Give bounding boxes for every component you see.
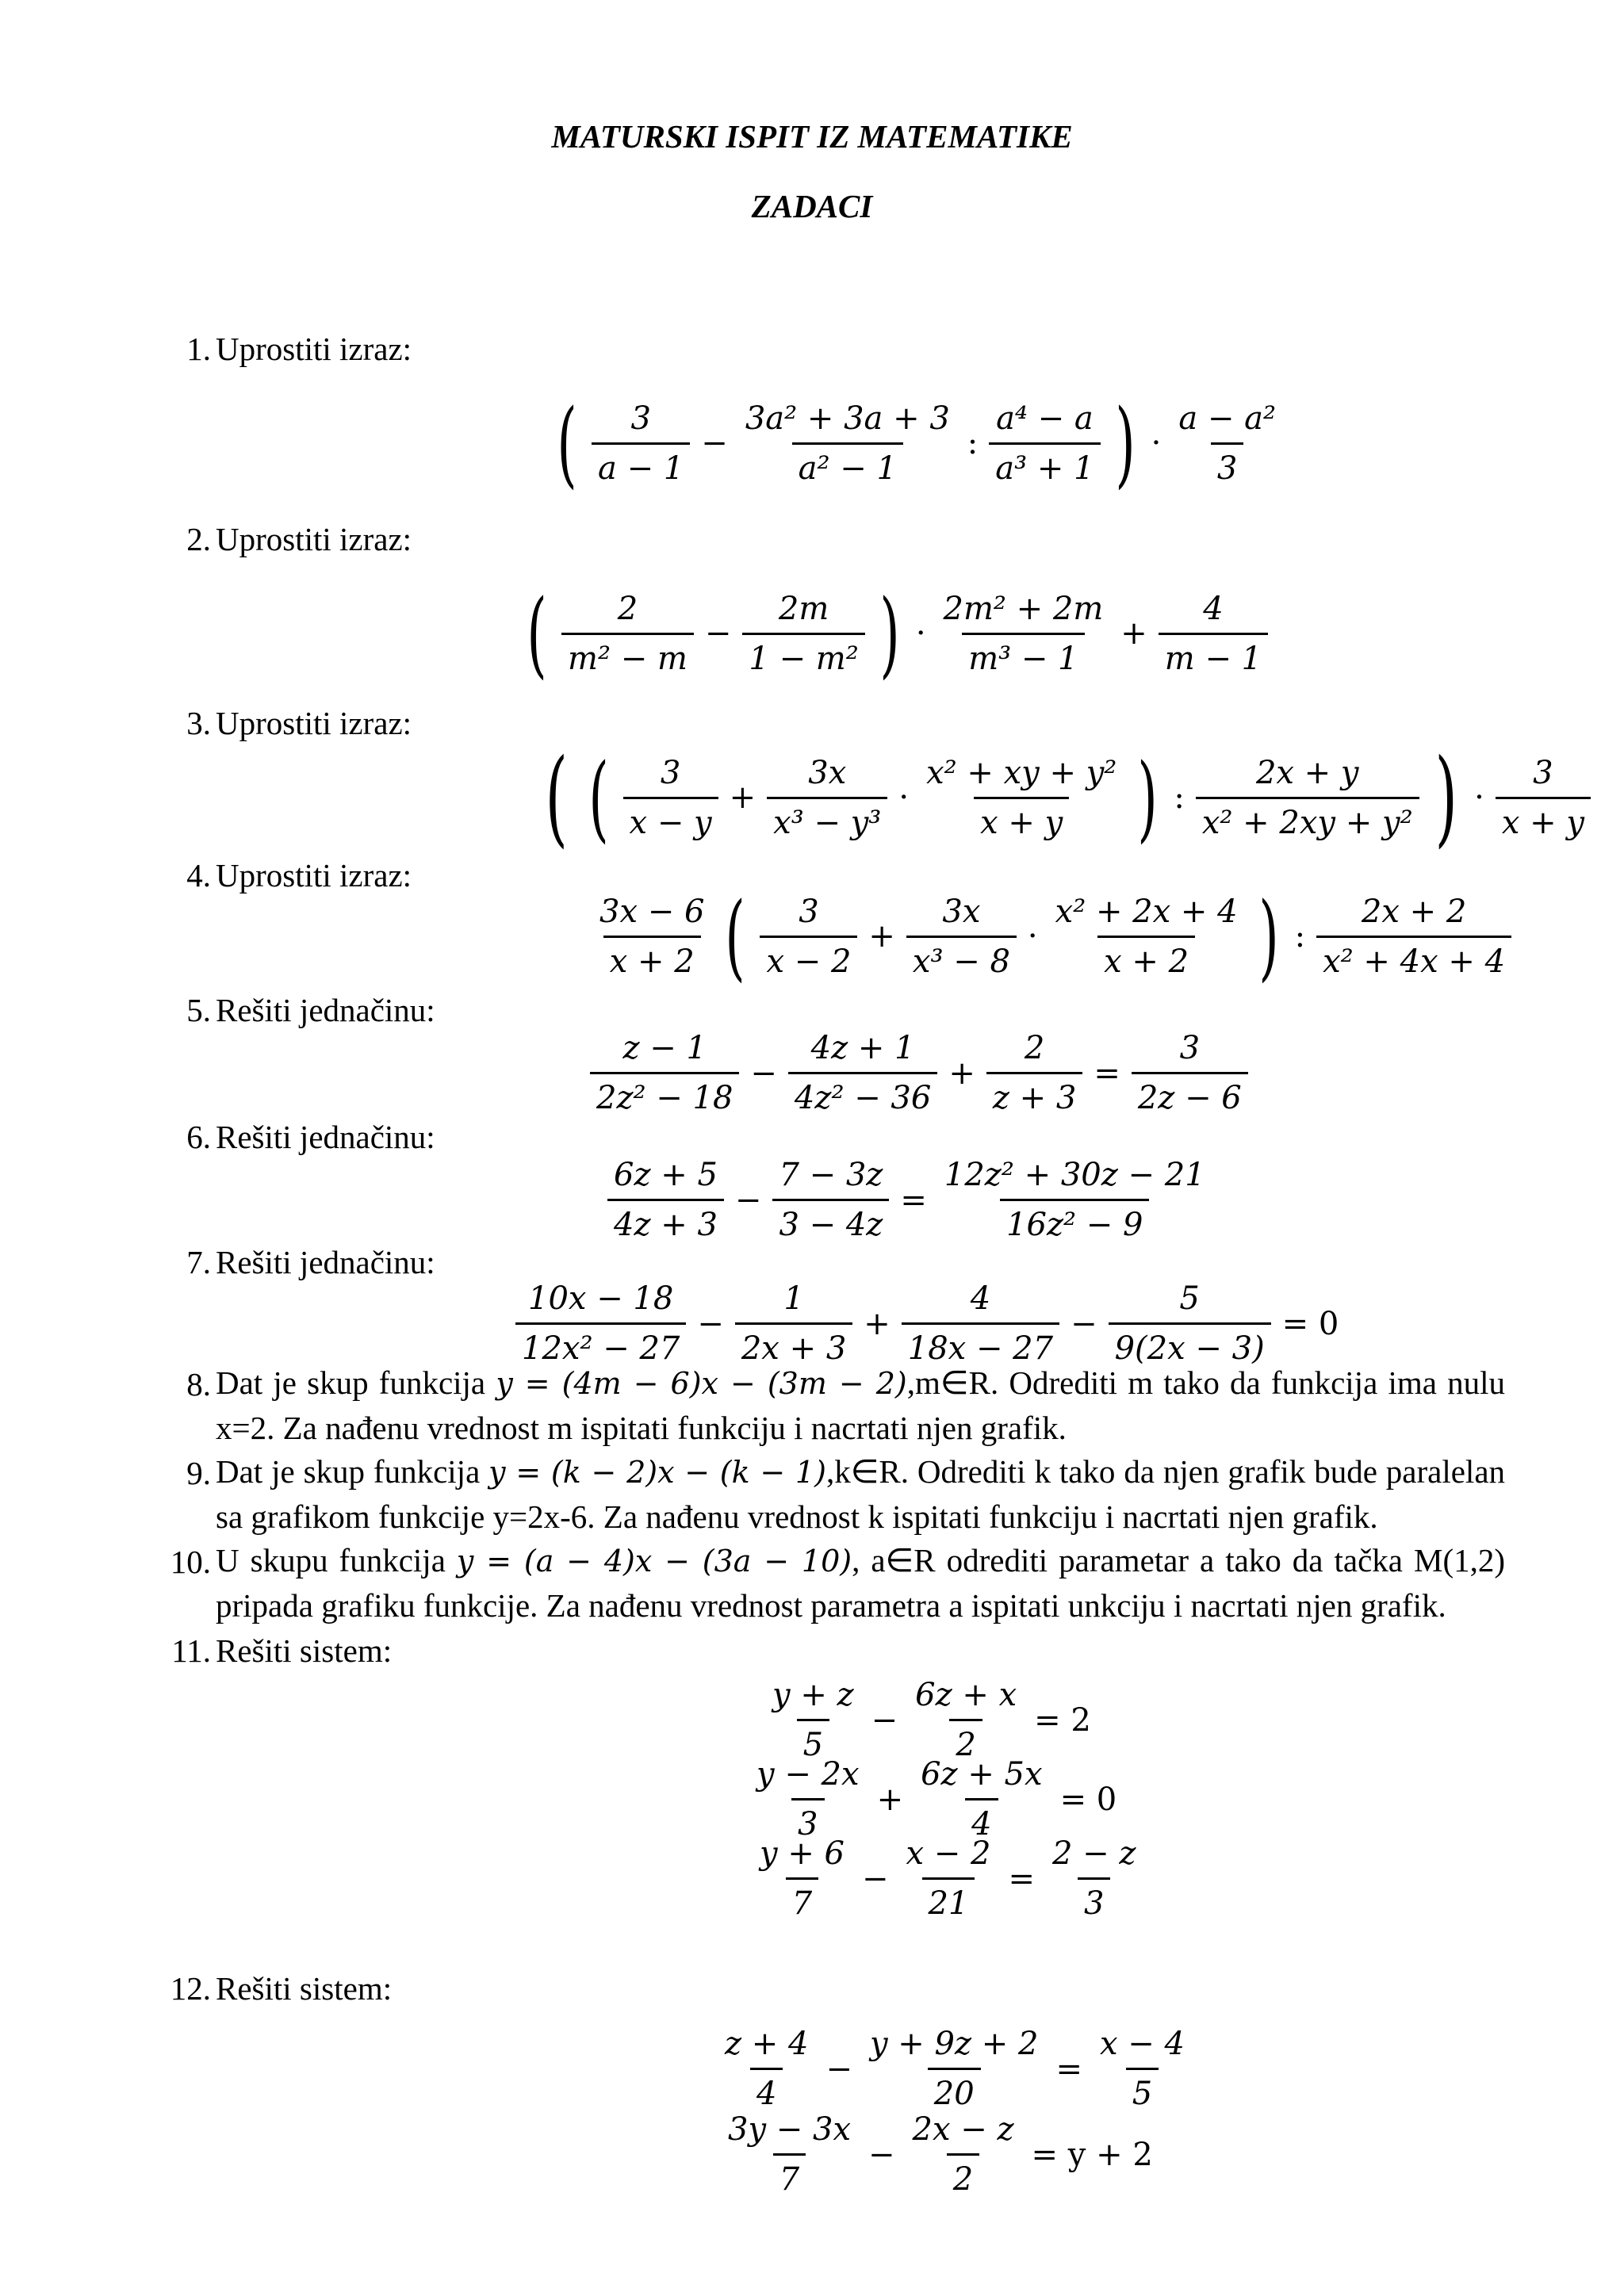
fraction — [739, 398, 956, 489]
numerator: x² + 2x + 4 — [1055, 893, 1238, 930]
denominator: 3 — [1078, 1877, 1110, 1924]
denominator: x² + 4x + 4 — [1316, 936, 1511, 982]
task-number: 5. — [186, 992, 211, 1028]
operator: − — [701, 425, 728, 461]
fraction — [920, 752, 1123, 844]
operator: = — [900, 1181, 927, 1219]
numerator: y + 6 — [760, 1835, 845, 1872]
fraction — [989, 398, 1100, 489]
fraction — [902, 1278, 1059, 1369]
operator: = 0 — [1281, 1305, 1339, 1342]
numerator: 2 — [1024, 1030, 1045, 1066]
numerator: 2 — [617, 590, 638, 627]
fraction — [906, 2109, 1021, 2200]
operator: + — [868, 918, 895, 955]
fraction — [750, 1754, 866, 1845]
task-9-formula: y = (k − 2)x − (k − 1) — [488, 1455, 826, 1490]
denominator: 2z² − 18 — [590, 1072, 739, 1119]
parenthesis: ( — [545, 737, 568, 859]
fraction — [1496, 752, 1591, 844]
denominator: 2x + 3 — [735, 1322, 852, 1369]
denominator: x − y — [623, 797, 718, 844]
numerator: y + z — [772, 1677, 854, 1713]
fraction — [1196, 752, 1419, 844]
numerator: 2m² + 2m — [943, 590, 1104, 627]
numerator: 4z + 1 — [810, 1030, 915, 1066]
fraction — [937, 588, 1110, 679]
task-number: 4. — [186, 857, 211, 894]
operator: − — [871, 1701, 898, 1739]
operator: − — [862, 1860, 889, 1897]
formula-12-eq1 — [714, 2023, 1196, 2114]
numerator: 3y − 3x — [728, 2111, 851, 2148]
document-title: MATURSKI ISPIT IZ MATEMATIKE — [551, 118, 1073, 155]
task-number: 3. — [186, 705, 211, 741]
denominator: a² − 1 — [792, 442, 903, 489]
denominator: 4z + 3 — [607, 1199, 724, 1246]
operator: = — [1055, 2050, 1082, 2087]
fraction — [864, 2023, 1044, 2114]
operator: − — [868, 2136, 895, 2173]
formula-2 — [517, 579, 1273, 688]
denominator: 20 — [928, 2068, 981, 2114]
fraction — [767, 752, 887, 844]
fraction — [986, 1027, 1082, 1119]
denominator: x − 2 — [760, 936, 857, 982]
numerator: 5 — [1179, 1280, 1200, 1317]
fraction — [735, 1278, 852, 1369]
fraction — [607, 1154, 724, 1246]
task-number: 2. — [186, 521, 211, 557]
operator: : — [967, 425, 979, 461]
operator: = 2 — [1034, 1701, 1091, 1739]
denominator: 3 — [1211, 442, 1243, 489]
operator: : — [1174, 779, 1185, 816]
numerator: x − 4 — [1099, 2026, 1185, 2062]
fraction — [1159, 588, 1268, 679]
task-10-text: U skupu funkcija y = (a − 4)x − (3a − 10), a∈R odrediti parametar a tako da tačka M(1,2) pripada grafiku funkcije. Za nađenu vrednost parametra a ispitati unkciju i nacrtati njen grafik. — [216, 1542, 1505, 1624]
numerator: 4 — [1203, 590, 1224, 627]
operator: · — [1151, 425, 1162, 461]
fraction — [742, 588, 864, 679]
denominator: 4 — [965, 1798, 998, 1845]
numerator: x² + xy + y² — [926, 754, 1117, 791]
denominator: a − 1 — [592, 442, 690, 489]
denominator: 9(2x − 3) — [1109, 1322, 1271, 1369]
formula-4 — [588, 882, 1516, 991]
numerator: 4 — [970, 1280, 991, 1317]
fraction — [1132, 1027, 1248, 1119]
task-label: Rešiti jednačinu: — [216, 992, 435, 1028]
denominator: x + y — [974, 797, 1069, 844]
task-number: 1. — [186, 331, 211, 367]
numerator: 3a² + 3a + 3 — [745, 400, 950, 437]
task-10-formula: y = (a − 4)x − (3a − 10) — [456, 1544, 852, 1578]
denominator: m³ − 1 — [962, 633, 1084, 679]
operator: + — [876, 1781, 904, 1818]
numerator: 10x − 18 — [528, 1280, 674, 1317]
fraction — [1109, 1278, 1271, 1369]
numerator: 12z² + 30z − 21 — [944, 1157, 1205, 1193]
fraction — [753, 1833, 851, 1924]
numerator: 3 — [1533, 754, 1553, 791]
task-number: 6. — [186, 1119, 211, 1155]
numerator: 6z + x — [915, 1677, 1017, 1713]
document-subtitle: ZADACI — [751, 188, 873, 224]
task-10-point: M(1,2) — [1413, 1542, 1505, 1578]
fraction — [938, 1154, 1212, 1246]
parenthesis: ( — [588, 743, 609, 852]
task-label: Uprostiti izraz: — [216, 331, 412, 367]
fraction — [906, 891, 1017, 982]
denominator: 1 − m² — [742, 633, 864, 679]
numerator: 3 — [660, 754, 681, 791]
denominator: m² − m — [561, 633, 694, 679]
fraction — [760, 891, 857, 982]
fraction — [772, 1154, 889, 1246]
denominator: 16z² − 9 — [1000, 1199, 1149, 1246]
formula-11-eq1 — [761, 1674, 1097, 1766]
task-label: Uprostiti izraz: — [216, 521, 412, 557]
fraction — [1094, 2023, 1191, 2114]
operator: = y + 2 — [1031, 2136, 1153, 2173]
denominator: a³ + 1 — [989, 442, 1100, 489]
denominator: 7 — [773, 2153, 806, 2200]
operator: − — [825, 2050, 852, 2087]
operator: · — [1027, 918, 1038, 955]
task-label: Uprostiti izraz: — [216, 705, 412, 741]
operator: · — [1474, 779, 1484, 816]
parenthesis: ) — [1114, 388, 1136, 498]
fraction — [914, 1754, 1048, 1845]
fraction — [561, 588, 694, 679]
denominator: x³ − y³ — [767, 797, 887, 844]
fraction — [788, 1027, 937, 1119]
denominator: 3 — [791, 1798, 824, 1845]
operator: + — [864, 1305, 891, 1342]
numerator: z − 1 — [622, 1030, 707, 1066]
denominator: 3 − 4z — [772, 1199, 889, 1246]
denominator: 5 — [1126, 2068, 1159, 2114]
numerator: x − 2 — [906, 1835, 991, 1872]
task-label: Rešiti jednačinu: — [216, 1244, 435, 1280]
parenthesis: ( — [527, 579, 547, 688]
operator: + — [729, 779, 756, 816]
denominator: 5 — [797, 1719, 829, 1766]
operator: + — [948, 1054, 975, 1092]
task-number: 12. — [170, 1970, 211, 2007]
denominator: 4z² − 36 — [788, 1072, 937, 1119]
operator: : — [1294, 918, 1306, 955]
numerator: y − 2x — [756, 1756, 860, 1793]
task-number: 8. — [186, 1366, 211, 1402]
denominator: x + 2 — [1097, 936, 1195, 982]
fraction — [722, 2109, 857, 2200]
fraction — [593, 891, 710, 982]
denominator: x + 2 — [603, 936, 701, 982]
numerator: 1 — [783, 1280, 804, 1317]
formula-11-eq3 — [749, 1833, 1147, 1924]
fraction — [1049, 891, 1244, 982]
denominator: 7 — [786, 1877, 818, 1924]
task-8-formula: y = (4m − 6)x − (3m − 2) — [496, 1366, 907, 1401]
operator: = 0 — [1059, 1781, 1117, 1818]
parenthesis: ( — [557, 388, 577, 498]
operator: = — [1094, 1054, 1120, 1092]
parenthesis: ) — [1434, 737, 1457, 859]
task-number: 11. — [171, 1632, 211, 1669]
numerator: 6z + 5 — [614, 1157, 718, 1193]
operator: + — [1120, 615, 1147, 652]
denominator: m − 1 — [1159, 633, 1268, 679]
fraction — [592, 398, 690, 489]
denominator: x + y — [1496, 797, 1591, 844]
fraction — [1316, 891, 1511, 982]
formula-5 — [585, 1027, 1253, 1119]
numerator: 3x — [808, 754, 847, 791]
formula-1 — [547, 388, 1287, 498]
numerator: a − a² — [1178, 400, 1276, 437]
numerator: 3x − 6 — [599, 893, 705, 930]
formula-11-eq2 — [745, 1754, 1123, 1845]
parenthesis: ( — [725, 882, 746, 991]
operator: − — [750, 1054, 777, 1092]
fraction — [1046, 1833, 1142, 1924]
denominator: 12x² − 27 — [515, 1322, 686, 1369]
numerator: z + 4 — [725, 2026, 809, 2062]
operator: · — [898, 779, 910, 816]
numerator: 3 — [799, 893, 819, 930]
numerator: 2x − z — [912, 2111, 1014, 2148]
denominator: x² + 2xy + y² — [1196, 797, 1419, 844]
task-8-text: Dat je skup funkcija y = (4m − 6)x − (3m − 2),m∈R. Odrediti m tako da funkcija ima nulu x=2. Za nađenu vrednost m ispitati funkciju i nacrtati njen grafik. — [216, 1364, 1505, 1446]
parenthesis: ) — [1258, 882, 1279, 991]
formula-3 — [534, 737, 1595, 859]
denominator: 18x − 27 — [902, 1322, 1059, 1369]
operator: − — [697, 1305, 724, 1342]
numerator: 2x + y — [1255, 754, 1359, 791]
task-9-text: Dat je skup funkcija y = (k − 2)x − (k − 1),k∈R. Odrediti k tako da njen grafik bude paralelan sa grafikom funkcije y=2x-6. Za nađenu vrednost k ispitati funkciju i nacrtati njen grafik. — [216, 1453, 1506, 1535]
task-number: 9. — [186, 1455, 211, 1491]
operator: = — [1008, 1860, 1035, 1897]
numerator: 2 − z — [1051, 1835, 1136, 1872]
operator: − — [734, 1181, 762, 1219]
denominator: 2z − 6 — [1132, 1072, 1248, 1119]
operator: − — [704, 615, 732, 652]
numerator: a⁴ − a — [996, 400, 1094, 437]
operator: − — [1071, 1305, 1097, 1342]
parenthesis: ) — [879, 579, 900, 688]
fraction — [900, 1833, 998, 1924]
denominator: 21 — [922, 1877, 975, 1924]
fraction — [515, 1278, 686, 1369]
numerator: 7 − 3z — [779, 1157, 883, 1193]
task-number: 7. — [186, 1244, 211, 1280]
denominator: 4 — [750, 2068, 783, 2114]
fraction — [766, 1674, 860, 1766]
numerator: 2x + 2 — [1361, 893, 1467, 930]
numerator: 3x — [942, 893, 981, 930]
operator: · — [915, 615, 926, 652]
denominator: 2 — [949, 1719, 982, 1766]
numerator: y + 9z + 2 — [869, 2026, 1039, 2062]
formula-12-eq2 — [717, 2109, 1159, 2200]
task-label: Uprostiti izraz: — [216, 857, 412, 894]
denominator: x³ − 8 — [906, 936, 1017, 982]
parenthesis: ) — [1137, 743, 1159, 852]
formula-6 — [603, 1154, 1216, 1246]
task-label: Rešiti jednačinu: — [216, 1119, 435, 1155]
numerator: 6z + 5x — [921, 1756, 1043, 1793]
fraction — [623, 752, 718, 844]
formula-7 — [511, 1278, 1345, 1369]
fraction — [590, 1027, 739, 1119]
task-label: Rešiti sistem: — [216, 1970, 393, 2007]
denominator: z + 3 — [986, 1072, 1082, 1119]
fraction — [718, 2023, 814, 2114]
numerator: 3 — [630, 400, 651, 437]
fraction — [1172, 398, 1282, 489]
fraction — [909, 1674, 1023, 1766]
numerator: 2m — [778, 590, 829, 627]
denominator: 2 — [947, 2153, 979, 2200]
task-number: 10. — [170, 1544, 211, 1580]
numerator: 3 — [1179, 1030, 1201, 1066]
task-label: Rešiti sistem: — [216, 1632, 393, 1669]
